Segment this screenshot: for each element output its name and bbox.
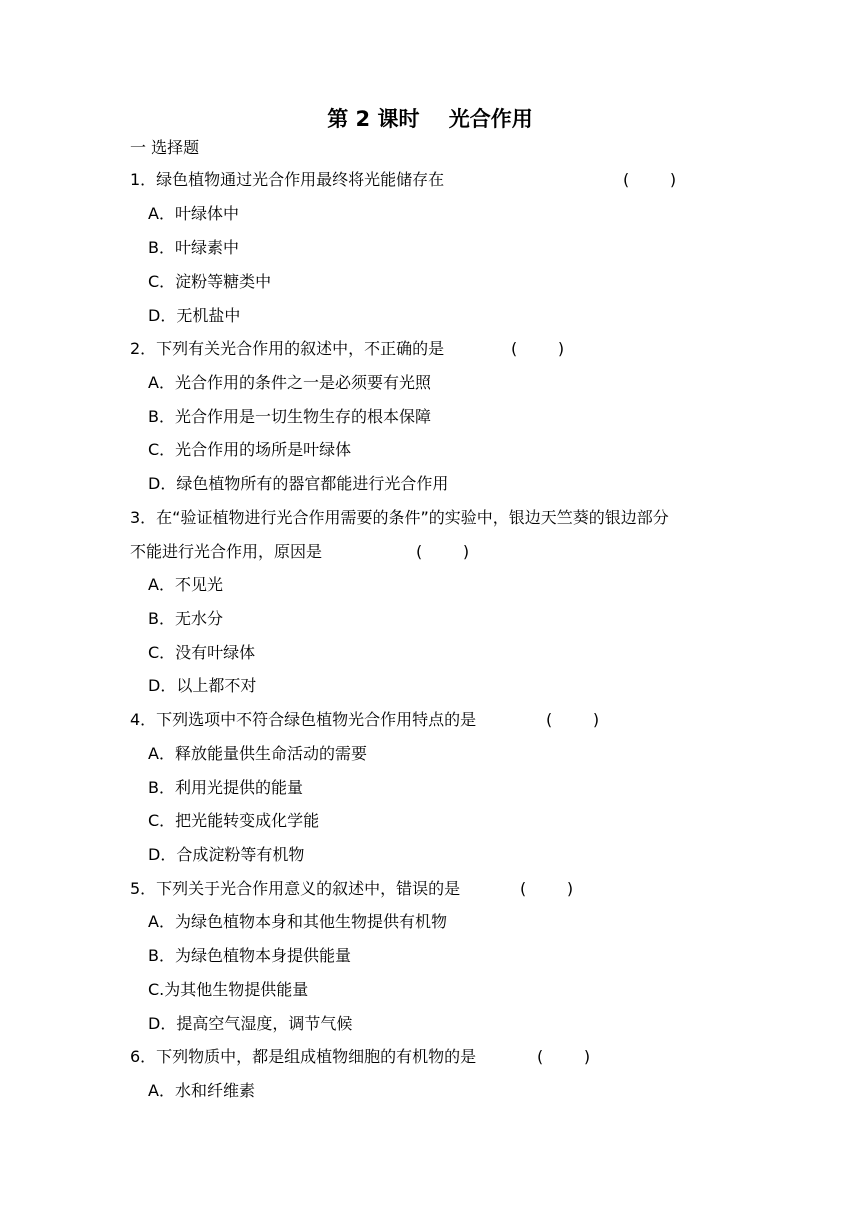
question-3-option-c: C．没有叶绿体 bbox=[148, 643, 256, 662]
question-3-stem-continued: 不能进行光合作用，原因是 bbox=[130, 542, 323, 561]
question-1-answer-blank: ( ) bbox=[623, 170, 677, 189]
question-1-option-b: B．叶绿素中 bbox=[148, 238, 239, 257]
question-6-option-a: A．水和纤维素 bbox=[148, 1081, 255, 1100]
page-title: 第 2 课时 光合作用 bbox=[327, 107, 533, 131]
question-4-stem: 4．下列选项中不符合绿色植物光合作用特点的是 bbox=[130, 710, 477, 729]
question-5-answer-blank: ( ) bbox=[520, 879, 574, 898]
question-5-option-a: A．为绿色植物本身和其他生物提供有机物 bbox=[148, 912, 447, 931]
question-4-option-b: B．利用光提供的能量 bbox=[148, 778, 303, 797]
question-5-stem: 5．下列关于光合作用意义的叙述中，错误的是 bbox=[130, 879, 461, 898]
question-5-option-b: B．为绿色植物本身提供能量 bbox=[148, 946, 351, 965]
question-1-option-c: C．淀粉等糖类中 bbox=[148, 272, 272, 291]
question-5-option-c: C.为其他生物提供能量 bbox=[148, 980, 309, 999]
question-2-option-d: D．绿色植物所有的器官都能进行光合作用 bbox=[148, 474, 449, 493]
question-6-answer-blank: ( ) bbox=[537, 1047, 591, 1066]
question-4-answer-blank: ( ) bbox=[546, 710, 600, 729]
question-2-stem: 2．下列有关光合作用的叙述中，不正确的是 bbox=[130, 339, 445, 358]
question-3-answer-blank: ( ) bbox=[416, 542, 470, 561]
question-3-option-d: D．以上都不对 bbox=[148, 676, 257, 695]
question-2-answer-blank: ( ) bbox=[511, 339, 565, 358]
question-6-stem: 6．下列物质中，都是组成植物细胞的有机物的是 bbox=[130, 1047, 477, 1066]
question-4-option-c: C．把光能转变成化学能 bbox=[148, 811, 320, 830]
question-3-option-b: B．无水分 bbox=[148, 609, 223, 628]
question-3-option-a: A．不见光 bbox=[148, 575, 223, 594]
question-2-option-c: C．光合作用的场所是叶绿体 bbox=[148, 440, 352, 459]
question-1-stem: 1．绿色植物通过光合作用最终将光能储存在 bbox=[130, 170, 445, 189]
question-2-option-a: A．光合作用的条件之一是必须要有光照 bbox=[148, 373, 431, 392]
question-4-option-d: D．合成淀粉等有机物 bbox=[148, 845, 305, 864]
question-3-stem: 3．在“验证植物进行光合作用需要的条件”的实验中，银边天竺葵的银边部分 bbox=[130, 508, 669, 527]
question-1-option-a: A．叶绿体中 bbox=[148, 204, 239, 223]
question-5-option-d: D．提高空气湿度，调节气候 bbox=[148, 1014, 353, 1033]
question-4-option-a: A．释放能量供生命活动的需要 bbox=[148, 744, 367, 763]
question-1-option-d: D．无机盐中 bbox=[148, 306, 241, 325]
question-2-option-b: B．光合作用是一切生物生存的根本保障 bbox=[148, 407, 431, 426]
section-heading: 一 选择题 bbox=[130, 138, 200, 157]
